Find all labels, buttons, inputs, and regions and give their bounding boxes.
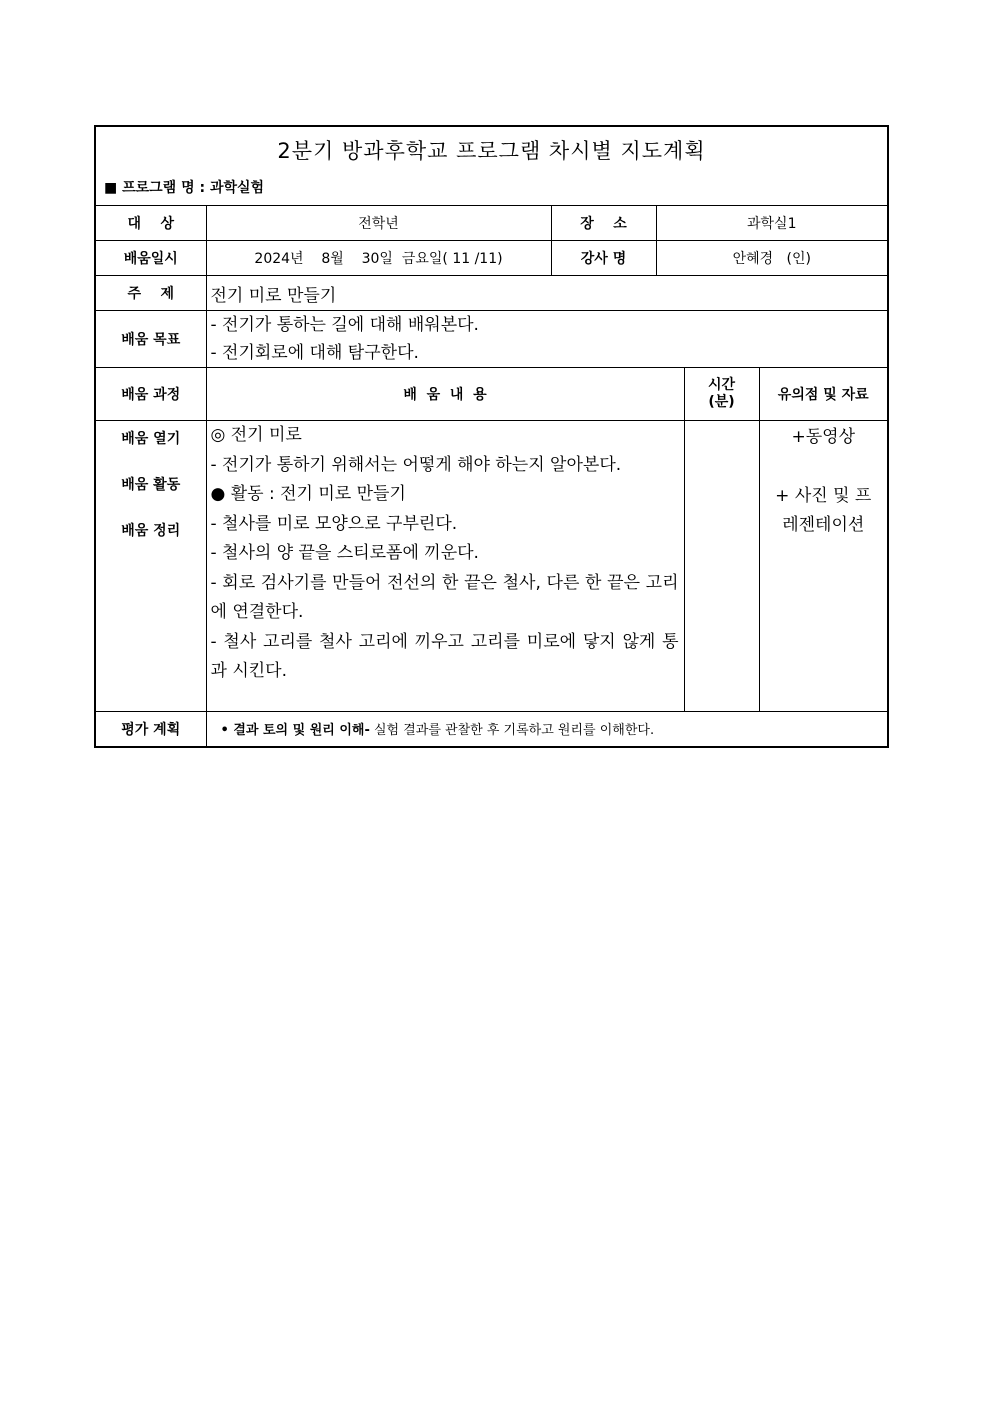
time-header: 시간 (분): [684, 368, 759, 421]
stage-closing: 배움 정리: [121, 523, 181, 539]
date-label: 배움일시: [95, 241, 206, 276]
program-name: ■ 프로그램 명 : 과학실험: [104, 180, 265, 196]
content-line: ● 활동 : 전기 미로 만들기: [210, 484, 406, 504]
stage-activity: 배움 활동: [121, 477, 181, 493]
target-label: 대 상: [95, 206, 206, 241]
notes-header: 유의점 및 자료: [759, 368, 888, 421]
goal-list: [206, 311, 888, 368]
goal-item: - 전기회로에 대해 탐구한다.: [210, 343, 419, 363]
evaluation-bold: • 결과 토의 및 원리 이해-: [220, 723, 370, 739]
target-value: 전학년: [206, 206, 551, 241]
evaluation-text: 실험 결과를 관찰한 후 기록하고 원리를 이해한다.: [369, 723, 655, 739]
lesson-plan-table: [94, 125, 889, 748]
evaluation-cell: [206, 712, 888, 747]
content-line: - 회로 검사기를 만들어 전선의 한 끝은 철사, 다른 한 끝은 고리에 연결한다.: [210, 572, 679, 622]
materials-cell: [759, 421, 888, 712]
process-header: 배움 과정: [95, 368, 206, 421]
place-value: 과학실1: [656, 206, 888, 241]
content-line: ◎ 전기 미로: [210, 425, 302, 445]
topic-label: 주 제: [95, 276, 206, 311]
content-line: - 철사의 양 끝을 스티로폼에 끼운다.: [210, 543, 479, 563]
lesson-plan-document: [94, 125, 889, 748]
material-item: +동영상: [791, 427, 855, 447]
document-title: 2분기 방과후학교 프로그램 차시별 지도계획: [277, 139, 706, 163]
stage-opening: 배움 열기: [121, 431, 181, 447]
evaluation-label: 평가 계획: [95, 712, 206, 747]
goal-item: - 전기가 통하는 길에 대해 배워본다.: [210, 315, 479, 335]
content-line: - 철사 고리를 철사 고리에 끼우고 고리를 미로에 닿지 않게 통과 시킨다.: [210, 631, 679, 681]
instructor-value: 안혜경 (인): [656, 241, 888, 276]
instructor-label: 강사 명: [551, 241, 656, 276]
date-value: 2024년 8월 30일 금요일( 11 /11): [206, 241, 551, 276]
material-item: + 사진 및 프레젠테이션: [775, 485, 872, 535]
stage-list: [95, 421, 206, 712]
topic-value: 전기 미로 만들기: [206, 276, 888, 311]
content-line: - 철사를 미로 모양으로 구부린다.: [210, 513, 458, 534]
content-line: - 전기가 통하기 위해서는 어떻게 해야 하는지 알아본다.: [210, 454, 622, 475]
header-cell: [95, 126, 888, 206]
goal-label: 배움 목표: [95, 311, 206, 368]
content-header: 배 움 내 용: [206, 368, 684, 421]
place-label: 장 소: [551, 206, 656, 241]
lesson-content: [206, 421, 684, 712]
time-cell: [684, 421, 759, 712]
